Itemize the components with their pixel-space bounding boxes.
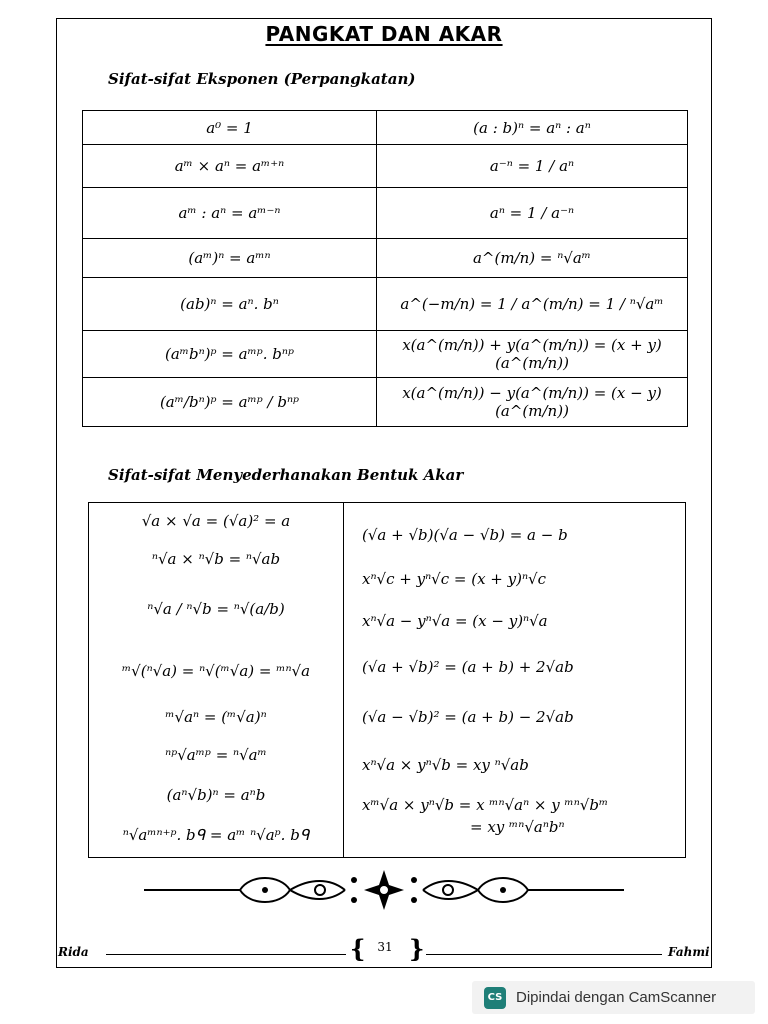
table-row xyxy=(83,111,688,145)
footer-rule-left xyxy=(106,954,346,955)
footer-brace-right: } xyxy=(409,934,425,963)
table-row xyxy=(83,145,688,188)
footer-left: Rida xyxy=(58,945,89,959)
table-cell: aᵐ × aⁿ = aᵐ⁺ⁿ xyxy=(83,145,377,188)
root-rule-right: xᵐ√a × yⁿ√b = x ᵐⁿ√aⁿ × y ᵐⁿ√bᵐ xyxy=(362,796,609,814)
root-rules-divider xyxy=(343,502,344,858)
root-rule-left: ᵐ√aⁿ = (ᵐ√a)ⁿ xyxy=(165,708,267,726)
table-cell: (aᵐbⁿ)ᵖ = aᵐᵖ. bⁿᵖ xyxy=(83,331,377,378)
table-cell: aⁿ = 1 / a⁻ⁿ xyxy=(377,188,688,239)
table-cell: a⁰ = 1 xyxy=(83,111,377,145)
root-rule-right: xⁿ√a − yⁿ√a = (x − y)ⁿ√a xyxy=(362,612,548,630)
root-rule-left: √a × √a = (√a)² = a xyxy=(141,512,291,530)
root-rule-left: ⁿ√a × ⁿ√b = ⁿ√ab xyxy=(151,550,281,568)
root-rule-left: ⁿ√aᵐⁿ⁺ᵖ. bᑫ = aᵐ ⁿ√aᵖ. bᑫ xyxy=(122,826,310,844)
table-cell: a⁻ⁿ = 1 / aⁿ xyxy=(377,145,688,188)
page-title: PANGKAT DAN AKAR xyxy=(265,22,503,46)
root-rule-left: ⁿᵖ√aᵐᵖ = ⁿ√aᵐ xyxy=(165,746,267,764)
table-cell: x(a^(m/n)) + y(a^(m/n)) = (x + y)(a^(m/n)) xyxy=(377,331,688,378)
root-rule-left: ⁿ√a / ⁿ√b = ⁿ√(a/b) xyxy=(147,600,285,618)
exponent-rules-table xyxy=(82,110,688,427)
table-cell: (aᵐ)ⁿ = aᵐⁿ xyxy=(83,239,377,278)
table-row xyxy=(83,331,688,378)
table-cell: (aᵐ/bⁿ)ᵖ = aᵐᵖ / bⁿᵖ xyxy=(83,378,377,427)
table-row xyxy=(83,378,688,427)
table-row xyxy=(83,188,688,239)
table-cell: aᵐ : aⁿ = aᵐ⁻ⁿ xyxy=(83,188,377,239)
table-cell: x(a^(m/n)) − y(a^(m/n)) = (x − y)(a^(m/n)) xyxy=(377,378,688,427)
table-cell: (a : b)ⁿ = aⁿ : aⁿ xyxy=(377,111,688,145)
camscanner-badge xyxy=(472,981,755,1014)
root-rule-right: = xy ᵐⁿ√aⁿbⁿ xyxy=(470,818,565,836)
root-rule-right: xⁿ√a × yⁿ√b = xy ⁿ√ab xyxy=(362,756,529,774)
footer-rule-right xyxy=(426,954,662,955)
table-cell: a^(m/n) = ⁿ√aᵐ xyxy=(377,239,688,278)
table-row xyxy=(83,239,688,278)
root-rule-right: (√a − √b)² = (a + b) − 2√ab xyxy=(362,708,574,726)
section-title-exponent: Sifat-sifat Eksponen (Perpangkatan) xyxy=(108,70,416,88)
page-number: 31 xyxy=(377,940,393,954)
footer-right: Fahmi xyxy=(668,945,710,959)
root-rule-left: (aⁿ√b)ⁿ = aⁿb xyxy=(166,786,266,804)
table-cell: a^(−m/n) = 1 / a^(m/n) = 1 / ⁿ√aᵐ xyxy=(377,278,688,331)
root-rule-right: xⁿ√c + yⁿ√c = (x + y)ⁿ√c xyxy=(362,570,546,588)
table-cell: (ab)ⁿ = aⁿ. bⁿ xyxy=(83,278,377,331)
section-title-roots: Sifat-sifat Menyederhanakan Bentuk Akar xyxy=(108,466,464,484)
root-rule-left: ᵐ√(ⁿ√a) = ⁿ√(ᵐ√a) = ᵐⁿ√a xyxy=(121,662,311,680)
camscanner-logo-icon: CS xyxy=(484,987,506,1009)
camscanner-text: Dipindai dengan CamScanner xyxy=(516,989,717,1006)
footer-brace-left: { xyxy=(350,934,366,963)
table-row xyxy=(83,278,688,331)
root-rule-right: (√a + √b)² = (a + b) + 2√ab xyxy=(362,658,574,676)
root-rule-right: (√a + √b)(√a − √b) = a − b xyxy=(362,526,568,544)
ornament-divider-icon xyxy=(140,868,628,912)
